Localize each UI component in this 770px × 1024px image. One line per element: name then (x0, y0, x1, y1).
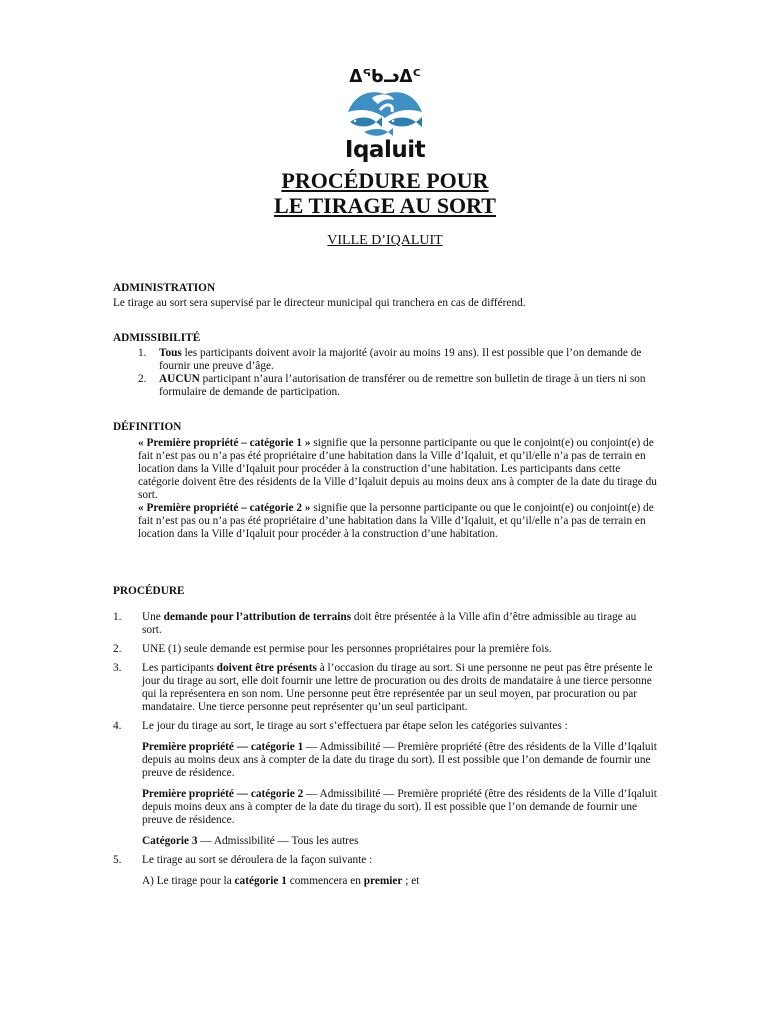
item-number: 2. (113, 643, 122, 655)
item-number: 2. (138, 373, 147, 385)
list-item (113, 347, 658, 373)
procedure-item-2 (113, 643, 658, 656)
category-text: — Admissibilité — Tous les autres (197, 835, 359, 847)
definition-block (113, 437, 658, 541)
definition-term: « Première propriété – catégorie 2 » (138, 502, 311, 514)
procedure-item-1 (113, 611, 658, 637)
item-text: Le tirage au sort se déroulera de la façon suivante : (142, 854, 373, 866)
category-2-text (142, 788, 658, 827)
item-text: A) Le tirage pour la (142, 875, 235, 887)
category-text: — Admissibilité — Première propriété (être des résidents de la Ville d’Iqaluit depuis au moins deux ans à compter de la date du tirage du sort). Il est possible que l’on demande de fournir une preuve de résidence. (142, 741, 657, 779)
iqaluit-logo (330, 66, 440, 166)
page-title-line2: LE TIRAGE AU SORT (274, 193, 496, 218)
item-text: ; et (402, 875, 420, 887)
category-label: Première propriété — catégorie 1 (142, 741, 304, 753)
item-number: 5. (113, 854, 122, 866)
document-body (113, 282, 658, 894)
list-item (113, 373, 658, 399)
item-text: doit être présentée à la Ville afin d’être admissible au tirage au sort. (142, 611, 637, 636)
procedure-heading: PROCÉDURE (113, 585, 185, 597)
item-text: Le jour du tirage au sort, le tirage au sort s’effectuera par étape selon les catégories suivantes : (142, 720, 568, 732)
definition-text: signifie que la personne participante ou que le conjoint(e) ou conjoint(e) de fait n’est pas ou n’a pas été propriétaire d’une habitation dans la Ville d’Iqaluit, et qu’il/elle n’a pas de terrain en location dans la Ville d’Iqaluit pour procéder à la construction d’une habitation. (138, 502, 654, 540)
category-label: Première propriété — catégorie 2 (142, 788, 304, 800)
item-bold: catégorie 1 (234, 875, 287, 887)
logo-name: Iqaluit (344, 137, 426, 163)
item-number: 1. (113, 611, 122, 623)
procedure-item-4 (113, 720, 658, 848)
item-text: Les participants (142, 662, 217, 674)
category-3-text (142, 835, 658, 848)
category-1-text (142, 741, 658, 780)
category-label: Catégorie 3 (142, 835, 198, 847)
procedure-item-5 (113, 854, 658, 888)
item-bold: doivent être présents (216, 662, 317, 674)
admissibilite-heading: ADMISSIBILITÉ (113, 332, 201, 344)
administration-text: Le tirage au sort sera supervisé par le directeur municipal qui tranchera en cas de différend. (113, 297, 526, 309)
item-bold: demande pour l’attribution de terrains (163, 611, 352, 623)
category-text: — Admissibilité — Première propriété (être des résidents de la Ville d’Iqaluit depuis moins deux ans à compter de la date du tirage du sort). Il est possible que l’on demande de fournir une preuve de résidence. (142, 788, 657, 826)
item-text: participant n’aura l’autorisation de transférer ou de remettre son bulletin de tirage à un tiers ni son formulaire de demande de participation. (159, 373, 646, 398)
page-title-line1: PROCÉDURE POUR (281, 168, 489, 193)
item-bold: Tous (159, 347, 182, 359)
admissibilite-list (113, 347, 658, 399)
definition-item (138, 437, 658, 502)
definition-term: « Première propriété – catégorie 1 » (138, 437, 311, 449)
item-bold: premier (363, 875, 403, 887)
logo-syllabics: ᐃᖃᓗᐃᑦ (349, 67, 421, 87)
item-number: 1. (138, 347, 147, 359)
item-text: UNE (1) seule demande est permise pour les personnes propriétaires pour la première fois. (142, 643, 552, 655)
definition-item (138, 502, 658, 541)
definition-text: signifie que la personne participante ou que le conjoint(e) ou conjoint(e) de fait n’est pas ou n’a pas été propriétaire d’une habitation dans la Ville d’Iqaluit, et qu’il/elle n’a pas de terrain en location dans la Ville d’Iqaluit pour procéder à la construction d’une habitation. Les participants dans cette catégorie doivent être des résidents de la Ville d’Iqaluit depuis au moins deux ans à compter de la date du tirage du sort. (138, 437, 657, 501)
definition-heading: DÉFINITION (113, 421, 182, 433)
item-bold: AUCUN (159, 373, 200, 385)
item-text: Une (142, 611, 164, 623)
page-subtitle: VILLE D’IQALUIT (327, 233, 443, 248)
item-number: 3. (113, 662, 122, 674)
administration-heading: ADMINISTRATION (113, 282, 216, 294)
procedure-item-3 (113, 662, 658, 714)
item-text: commencera en (286, 875, 364, 887)
item-number: 4. (113, 720, 122, 732)
item-text: à l’occasion du tirage au sort. Si une personne ne peut pas être présente le jour du tirage au sort, elle doit fournir une lettre de procuration ou des droits de mandataire à une tierce personne qui la représentera en son nom. Une personne peut être représentée par un seul moyen, par procuration ou par mandataire. Une tierce personne peut représenter qu’un seul participant. (142, 662, 653, 713)
procedure-5a-text (142, 875, 658, 888)
item-text: les participants doivent avoir la majorité (avoir au moins 19 ans). Il est possible que l’on demande de fournir une preuve d’âge. (159, 347, 642, 372)
procedure-list (113, 611, 658, 888)
logo-emblem-icon (342, 88, 428, 140)
